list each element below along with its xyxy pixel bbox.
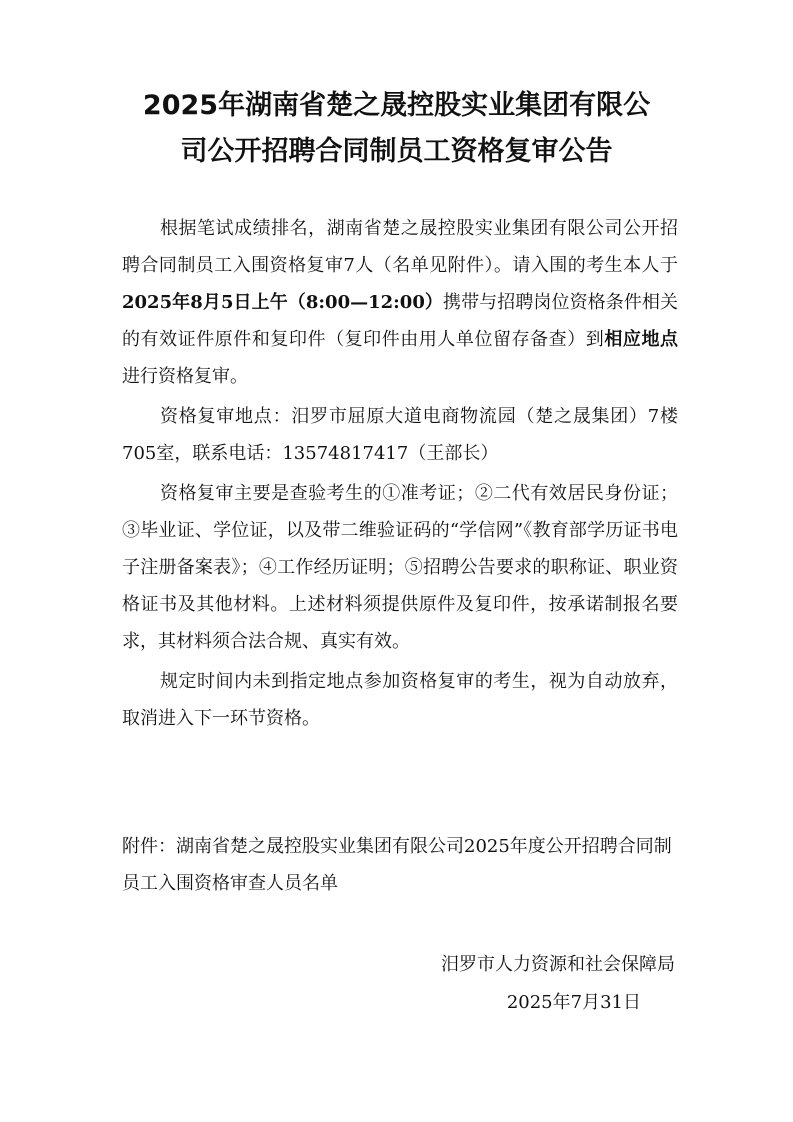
document-title-line-2: 司公开招聘合同制员工资格复审公告 (180, 136, 613, 167)
document-body (122, 210, 678, 740)
review-place: 相应地点 (604, 329, 678, 350)
signature-organization: 汨罗市人力资源和社会保障局 (441, 954, 675, 975)
review-time: 2025年8月5日上午（8:00—12:00） (122, 292, 444, 313)
paragraph-absence: 规定时间内未到指定地点参加资格复审的考生，视为自动放弃，取消进入下一环节资格。 (122, 671, 678, 729)
paragraph-materials: 资格复审主要是查验考生的①准考证；②二代有效居民身份证；③毕业证、学位证，以及带二维验证码的“学信网”《教育部学历证书电子注册备案表》；④工作经历证明；⑤招聘公告要求的职称证、职业资格证书及其他材料。上述材料须提供原件及复印件，按承诺制报名要求，其材料须合法合规、真实有效。 (122, 483, 678, 652)
document-title-line-1: 2025年湖南省楚之晟控股实业集团有限公 (142, 90, 651, 121)
attachment-note: 附件：湖南省楚之晟控股实业集团有限公司2025年度公开招聘合同制员工入围资格审查人员名单 (122, 836, 672, 894)
notice-text-1: 根据笔试成绩排名，湖南省楚之晟控股实业集团有限公司公开招聘合同制员工入围资格复审7人（名单见附件）。请入围的考生本人于 (122, 218, 678, 276)
notice-text-2: 携带与招聘岗位资格条件相关的有效证件原件和复印件（复印件由用人单位留存备查）到 (122, 292, 679, 350)
paragraph-location: 资格复审地点：汨罗市屈原大道电商物流园（楚之晟集团）7楼705室，联系电话：13574817417（王部长） (122, 406, 678, 464)
signature-date: 2025年7月31日 (506, 992, 641, 1013)
notice-text-3: 进行资格复审。 (122, 366, 248, 387)
paragraph-notice (122, 210, 678, 395)
